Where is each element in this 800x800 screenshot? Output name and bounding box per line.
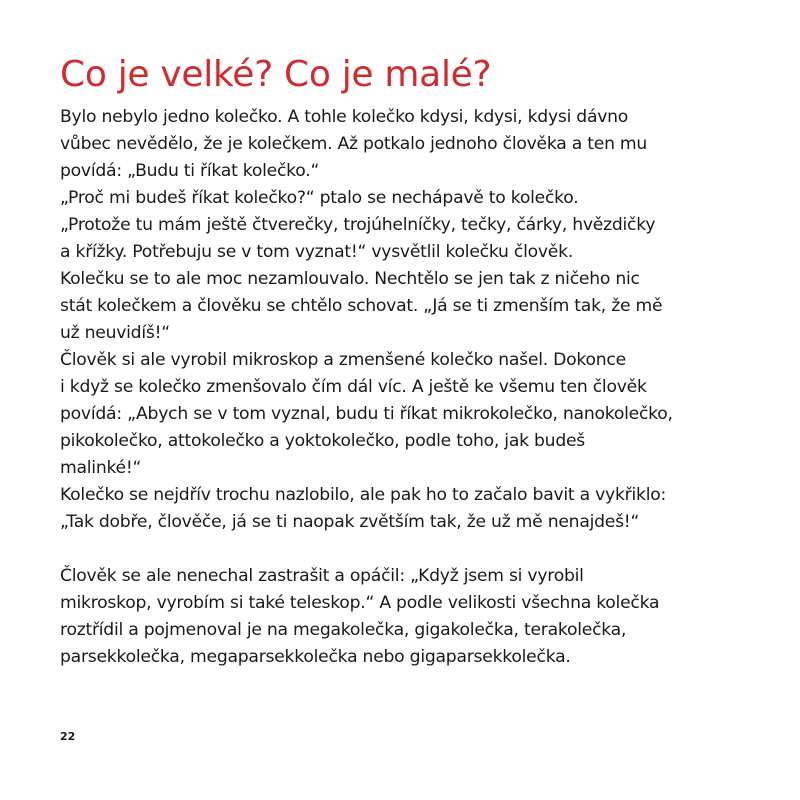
page-title: Co je velké? Co je malé? [60,54,492,95]
text-line: už neuvidíš!“ [60,323,170,343]
text-line: Bylo nebylo jedno kolečko. A tohle kolečko kdysi, kdysi, kdysi dávno [60,107,629,127]
text-line: „Tak dobře, člověče, já se ti naopak zvětším tak, že už mě nenajdeš!“ [60,512,640,532]
paragraph-spacer [60,536,780,563]
text-line: mikroskop, vyrobím si také teleskop.“ A podle velikosti všechna kolečka [60,593,660,613]
paragraph [60,104,780,185]
text-line: „Protože tu mám ještě čtverečky, trojúhelníčky, tečky, čárky, hvězdičky [60,215,656,235]
text-line: Kolečku se to ale moc nezamlouvalo. Nechtělo se jen tak z ničeho nic [60,269,640,289]
page-number: 22 [60,730,76,743]
text-line: parsekkolečka, megaparsekkolečka nebo gigaparsekkolečka. [60,647,571,667]
text-line: „Proč mi budeš říkat kolečko?“ ptalo se nechápavě to kolečko. [60,188,579,208]
text-line: a křížky. Potřebuju se v tom vyznat!“ vysvětlil kolečku člověk. [60,242,574,262]
text-line: pikokolečko, attokolečko a yoktokolečko, podle toho, jak budeš [60,431,586,451]
text-line: roztřídil a pojmenoval je na megakolečka, gigakolečka, terakolečka, [60,620,627,640]
text-line: vůbec nevědělo, že je kolečkem. Až potkalo jednoho člověka a ten mu [60,134,648,154]
paragraph [60,212,780,266]
paragraph [60,266,780,347]
text-line: Člověk se ale nenechal zastrašit a opáčil: „Když jsem si vyrobil [60,566,584,586]
text-line: Člověk si ale vyrobil mikroskop a zmenšené kolečko našel. Dokonce [60,350,626,370]
text-line: stát kolečkem a člověku se chtělo schovat. „Já se ti zmenším tak, že mě [60,296,663,316]
text-line: malinké!“ [60,458,142,478]
paragraph [60,482,780,536]
text-line: povídá: „Abych se v tom vyznal, budu ti říkat mikrokolečko, nanokolečko, [60,404,673,424]
text-line: i když se kolečko zmenšovalo čím dál víc. A ještě ke všemu ten člověk [60,377,647,397]
paragraph [60,347,780,482]
story-text [60,104,780,671]
text-line: Kolečko se nejdřív trochu nazlobilo, ale pak ho to začalo bavit a vykřiklo: [60,485,667,505]
text-line: povídá: „Budu ti říkat kolečko.“ [60,161,320,181]
paragraph [60,563,780,671]
paragraph [60,185,780,212]
